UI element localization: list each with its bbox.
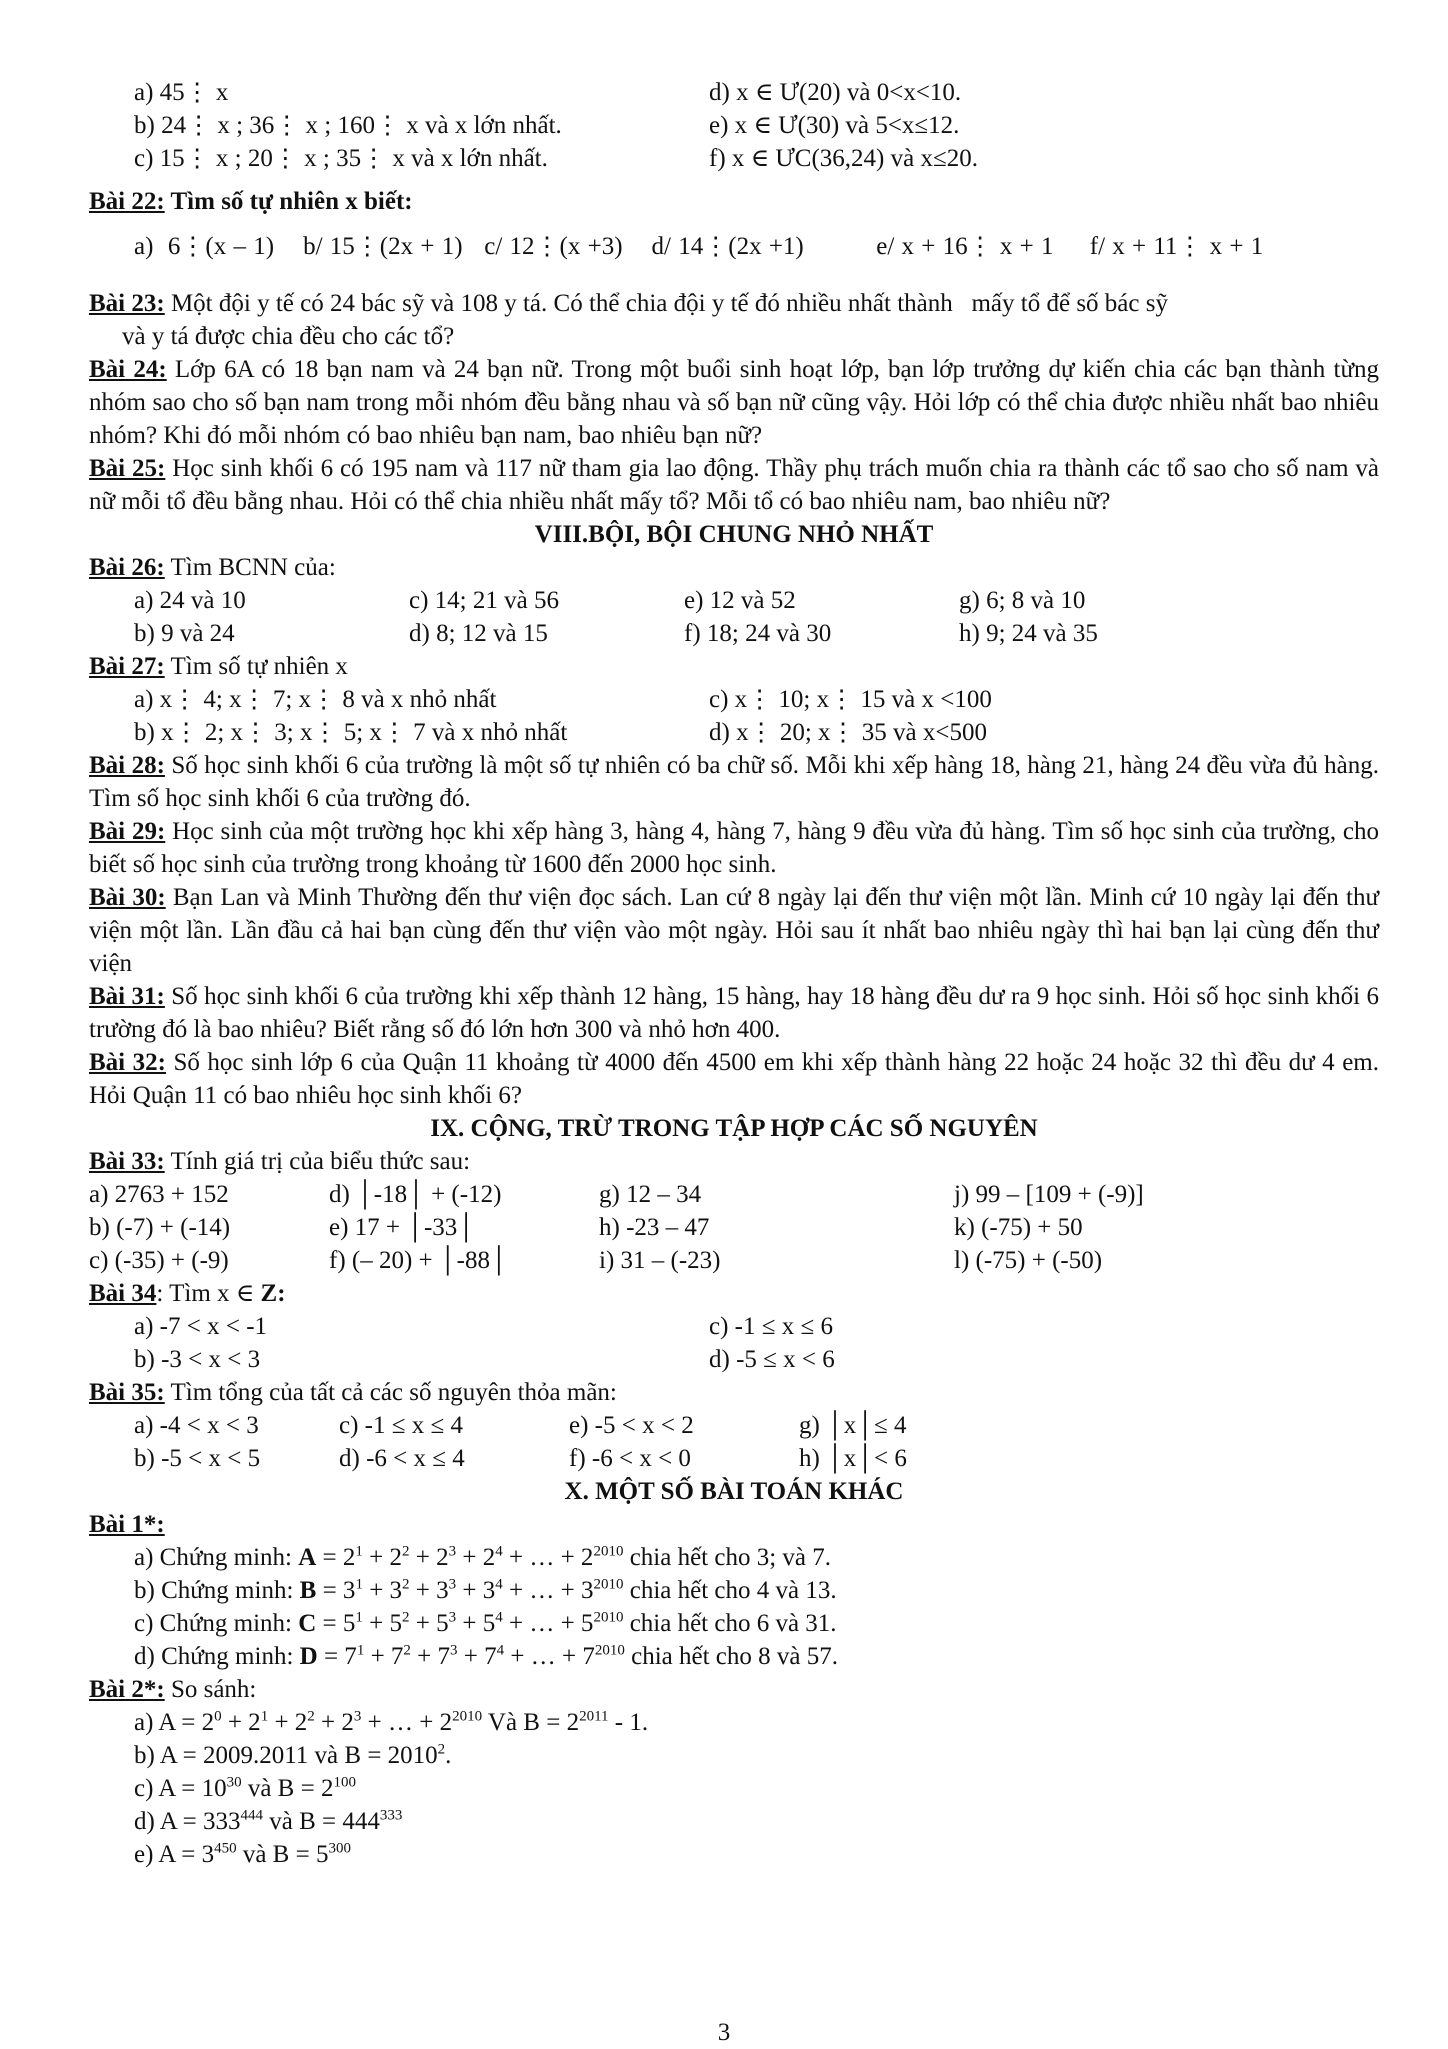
- exercise-title: Tìm BCNN của:: [164, 554, 336, 581]
- item: f) -6 < x < 0: [569, 1445, 691, 1472]
- exercise-label: Bài 23:: [89, 290, 165, 317]
- item-suffix: chia hết cho 4 và 13.: [623, 1577, 837, 1604]
- item-prefix: a) Chứng minh:: [134, 1544, 299, 1571]
- exercise-25: [89, 452, 1379, 518]
- exercise-label: Bài 34: [89, 1280, 157, 1307]
- list-item: b) A = 2009.2011 và $B = 2010^2$.: [134, 1741, 452, 1769]
- item: d) │-18│ + (-12): [329, 1181, 502, 1208]
- item-suffix: chia hết cho 8 và 57.: [624, 1643, 838, 1670]
- exercise-22: [89, 185, 1379, 218]
- list-item: [89, 683, 1379, 716]
- exercise-text: Số học sinh khối 6 của trường khi xếp thành 12 hàng, 15 hàng, hay 18 hàng đều dư ra 9 học sinh. Hỏi số học sinh khối 6 trường đó là bao nhiêu? Biết rằng số đó lớn hơn 300 và nhỏ hơn 400.: [89, 983, 1379, 1043]
- exercise-title: So sánh:: [164, 1676, 257, 1703]
- item: c) (-35) + (-9): [89, 1247, 229, 1274]
- item: g) │x│≤ 4: [799, 1412, 907, 1439]
- item: h) -23 – 47: [599, 1214, 710, 1241]
- list-item: [89, 1409, 1379, 1442]
- exercise-text: Lớp 6A có 18 bạn nam và 24 bạn nữ. Trong một buổi sinh hoạt lớp, bạn lớp trưởng dự kiến chia các bạn thành từng nhóm sao cho số bạn nam trong mỗi nhóm đều bằng nhau và số bạn nữ cũng vậy. Hỏi lớp có thể chia được nhiều nhất bao nhiêu nhóm? Khi đó mỗi nhóm có bao nhiêu bạn nam, bao nhiêu bạn nữ?: [89, 356, 1379, 449]
- exercise-label: Bài 2*:: [89, 1676, 165, 1703]
- item: e) -5 < x < 2: [569, 1412, 694, 1439]
- item: a) -4 < x < 3: [134, 1412, 259, 1439]
- page-number: 3: [717, 2019, 731, 2046]
- exercise-title: Tìm số tự nhiên x: [164, 653, 348, 680]
- item: b) (-7) + (-14): [89, 1214, 231, 1241]
- item: b) 9 và 24: [134, 620, 235, 647]
- list-item: [89, 1310, 1379, 1343]
- exercise-title: Tìm số tự nhiên x biết:: [164, 188, 413, 215]
- exercise-label: Bài 24:: [89, 356, 167, 383]
- item: c) x⋮ 10; x⋮ 15 và x <100: [709, 686, 992, 713]
- item: e) 17 + │-33│: [329, 1214, 476, 1241]
- exercise-label: Bài 25:: [89, 455, 166, 482]
- list-item: [89, 1574, 1379, 1607]
- exercise-title-set: Z:: [260, 1280, 286, 1307]
- list-item: d) $A = 333^{444}$ và $B = 444^{333}$: [134, 1807, 403, 1835]
- exercise-26: [89, 551, 1379, 584]
- item-f: f) x ∈ ƯC(36,24) và x≤20.: [709, 145, 978, 172]
- exercise-title: Tìm tổng của tất cả các số nguyên thỏa mãn:: [164, 1379, 617, 1406]
- exercise-32: [89, 1046, 1379, 1112]
- exercise-27: [89, 650, 1379, 683]
- exercise-text: Số học sinh khối 6 của trường là một số tự nhiên có ba chữ số. Mỗi khi xếp hàng 18, hàng 21, hàng 24 đều vừa đủ hàng. Tìm số học sinh khối 6 của trường đó.: [89, 752, 1379, 812]
- exercise-23: [89, 287, 1379, 320]
- item-suffix: chia hết cho 3; và 7.: [623, 1544, 832, 1571]
- exercise-title: : Tìm x ∈: [156, 1280, 261, 1307]
- exercise-35: [89, 1376, 1379, 1409]
- exercise-text: Một đội y tế có 24 bác sỹ và 108 y tá. Có thể chia đội y tế đó nhiều nhất thành mấy tổ để số bác sỹ: [164, 290, 1168, 317]
- item-d: d) x ∈ Ư(20) và 0<x<10.: [709, 79, 962, 106]
- exercise-1-items: [89, 1541, 1379, 1673]
- list-item: [89, 1442, 1379, 1475]
- list-item: [89, 1640, 1379, 1673]
- item: a) x⋮ 4; x⋮ 7; x⋮ 8 và x nhỏ nhất: [134, 686, 497, 713]
- item-b: b) 24⋮ x ; 36⋮ x ; 160⋮ x và x lớn nhất.: [134, 112, 562, 139]
- item-suffix: chia hết cho 6 và 31.: [623, 1610, 837, 1637]
- exercise-text: Học sinh của một trường học khi xếp hàng 3, hàng 4, hàng 7, hàng 9 đều vừa đủ hàng. Tìm số học sinh của trường, cho biết số học sinh của trường trong khoảng từ 1600 đến 2000 học sinh.: [89, 818, 1379, 878]
- exercise-label: Bài 31:: [89, 983, 165, 1010]
- exercise-label: Bài 30:: [89, 884, 166, 911]
- exercise-30: [89, 881, 1379, 980]
- item: d) -6 < x ≤ 4: [339, 1445, 465, 1472]
- item: f) (– 20) + │-88│: [329, 1247, 508, 1274]
- exercise-23-cont: và y tá được chia đều cho các tổ?: [122, 323, 455, 350]
- list-item: [89, 1244, 1379, 1277]
- item: a) -7 < x < -1: [134, 1313, 268, 1340]
- exercise-label: Bài 27:: [89, 653, 165, 680]
- list-item: c) $A = 10^{30}$ và $B = 2^{100}$: [134, 1774, 356, 1802]
- list-item: a) $A = 2^0 + 2^1 + 2^2 + 2^3$ + … + $2^{2010}$ Và $B = 2^{2011} - 1$.: [134, 1708, 649, 1736]
- list-item: [89, 1607, 1379, 1640]
- item: h) │x│< 6: [799, 1445, 907, 1472]
- list-item: [89, 1211, 1379, 1244]
- item-c: c) 15⋮ x ; 20⋮ x ; 35⋮ x và x lớn nhất.: [134, 145, 548, 172]
- exercise-label: Bài 32:: [89, 1049, 166, 1076]
- section-heading: VIII.BỘI, BỘI CHUNG NHỎ NHẤT: [534, 521, 934, 548]
- item: b) x⋮ 2; x⋮ 3; x⋮ 5; x⋮ 7 và x nhỏ nhất: [134, 719, 568, 746]
- exercise-1: [89, 1508, 1379, 1541]
- item-prefix: b) Chứng minh:: [134, 1577, 300, 1604]
- exercise-29: [89, 815, 1379, 881]
- item: b) -3 < x < 3: [134, 1346, 261, 1373]
- list-item: [89, 716, 1379, 749]
- list-item: [89, 1541, 1379, 1574]
- item: b) -5 < x < 5: [134, 1445, 261, 1472]
- list-item: [89, 584, 1379, 617]
- exercise-label: Bài 22:: [89, 188, 165, 215]
- item: j) 99 – [109 + (-9)]: [954, 1181, 1144, 1208]
- list-item: [89, 142, 1379, 175]
- item-e: e) x ∈ Ư(30) và 5<x≤12.: [709, 112, 960, 139]
- item: d) x⋮ 20; x⋮ 35 và x<500: [709, 719, 987, 746]
- item-prefix: c) Chứng minh:: [134, 1610, 299, 1637]
- list-item: [89, 1178, 1379, 1211]
- exercise-label: Bài 26:: [89, 554, 165, 581]
- expression: = $5^1 + 5^2 + 5^3 + 5^4$ + … + $5^{2010}$: [316, 1609, 624, 1637]
- item-a: a) 45⋮ x: [134, 79, 229, 106]
- item: d) 8; 12 và 15: [409, 620, 548, 647]
- expression: = $3^1 + 3^2 + 3^3 + 3^4$ + … + $3^{2010}$: [316, 1576, 624, 1604]
- section-heading: X. MỘT SỐ BÀI TOÁN KHÁC: [564, 1478, 904, 1505]
- item: c) -1 ≤ x ≤ 6: [709, 1313, 833, 1340]
- exercise-title: Tính giá trị của biểu thức sau:: [164, 1148, 471, 1175]
- item: e) 12 và 52: [684, 587, 796, 614]
- item: d) -5 ≤ x < 6: [709, 1346, 835, 1373]
- item: a) 2763 + 152: [89, 1181, 229, 1208]
- variable: A: [298, 1544, 317, 1571]
- exercise-label: Bài 28:: [89, 752, 165, 779]
- item: g) 6; 8 và 10: [959, 587, 1086, 614]
- exercise-22-items: a) 6⋮(x – 1) b/ 15⋮(2x + 1) c/ 12⋮(x +3) d/ 14⋮(2x +1) e/ x + 16⋮ x + 1 f/ x + 11⋮ x + 1: [134, 233, 1264, 260]
- exercise-label: Bài 29:: [89, 818, 166, 845]
- item: f) 18; 24 và 30: [684, 620, 832, 647]
- list-item: [89, 109, 1379, 142]
- variable: C: [298, 1610, 317, 1637]
- expression: = $7^1 + 7^2 + 7^3 + 7^4$ + … + $7^{2010}$: [317, 1642, 625, 1670]
- item: c) -1 ≤ x ≤ 4: [339, 1412, 463, 1439]
- list-item: [89, 1343, 1379, 1376]
- item-prefix: d) Chứng minh:: [134, 1643, 300, 1670]
- list-item: [89, 76, 1379, 109]
- list-item: [89, 617, 1379, 650]
- item: a) 24 và 10: [134, 587, 246, 614]
- item: c) 14; 21 và 56: [409, 587, 559, 614]
- exercise-28: [89, 749, 1379, 815]
- section-heading: IX. CỘNG, TRỪ TRONG TẬP HỢP CÁC SỐ NGUYÊN: [430, 1115, 1038, 1142]
- exercise-text: Học sinh khối 6 có 195 nam và 117 nữ tham gia lao động. Thầy phụ trách muốn chia ra thành các tổ sao cho số nam và nữ mỗi tổ đều bằng nhau. Hỏi có thể chia nhiều nhất mấy tổ? Mỗi tổ có bao nhiêu nam, bao nhiêu nữ?: [89, 455, 1379, 515]
- document-page: [89, 76, 1379, 1871]
- exercise-2: [89, 1673, 1379, 1706]
- item: l) (-75) + (-50): [954, 1247, 1103, 1274]
- item: g) 12 – 34: [599, 1181, 702, 1208]
- exercise-label: Bài 35:: [89, 1379, 165, 1406]
- exercise-31: [89, 980, 1379, 1046]
- variable: D: [299, 1643, 318, 1670]
- exercise-label: Bài 33:: [89, 1148, 165, 1175]
- exercise-34: [89, 1277, 1379, 1310]
- item: h) 9; 24 và 35: [959, 620, 1098, 647]
- expression: = $2^1 + 2^2 + 2^3 + 2^4$ + … + $2^{2010}$: [316, 1543, 624, 1571]
- item: k) (-75) + 50: [954, 1214, 1083, 1241]
- list-item: e) $A = 3^{450}$ và $B = 5^{300}$: [134, 1840, 351, 1868]
- exercise-label: Bài 1*:: [89, 1511, 165, 1538]
- exercise-24: [89, 353, 1379, 452]
- item: i) 31 – (-23): [599, 1247, 721, 1274]
- exercise-text: Bạn Lan và Minh Thường đến thư viện đọc sách. Lan cứ 8 ngày lại đến thư viện một lần. Minh cứ 10 ngày lại đến thư viện một lần. Lần đầu cả hai bạn cùng đến thư viện vào một ngày. Hỏi sau ít nhất bao nhiêu ngày thì hai bạn lại cùng đến thư viện: [89, 884, 1379, 977]
- exercise-text: Số học sinh lớp 6 của Quận 11 khoảng từ 4000 đến 4500 em khi xếp thành hàng 22 hoặc 24 hoặc 32 thì đều dư 4 em. Hỏi Quận 11 có bao nhiêu học sinh khối 6?: [89, 1049, 1379, 1109]
- exercise-33: [89, 1145, 1379, 1178]
- variable: B: [299, 1577, 317, 1604]
